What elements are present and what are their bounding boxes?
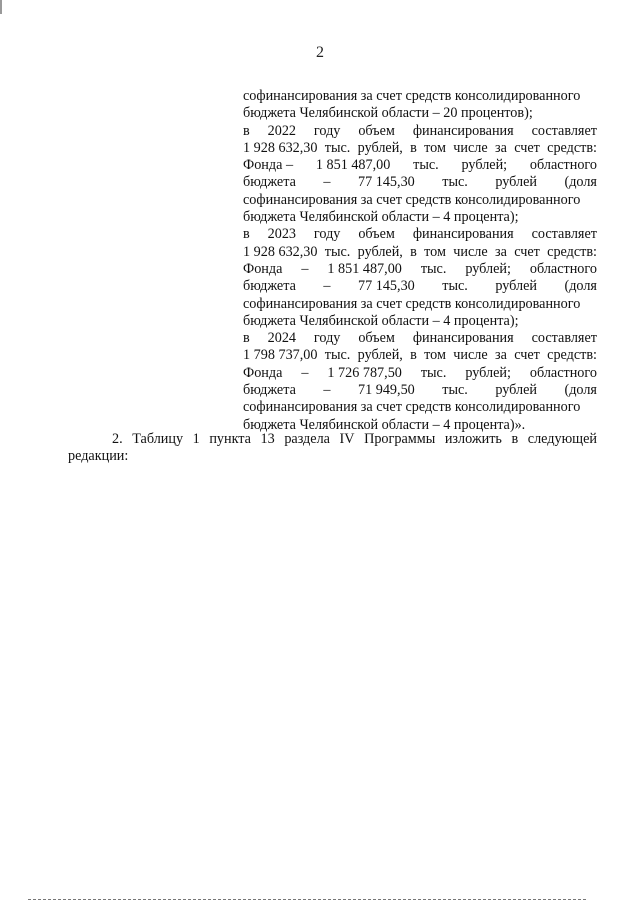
text-line (243, 296, 597, 313)
text-word: 2023 (267, 226, 296, 243)
text-word: 1 928 632,30 (243, 243, 318, 260)
text-line (243, 140, 597, 157)
scan-bottom-edge (28, 899, 588, 900)
text-word: счет (514, 139, 540, 156)
text-line (243, 192, 597, 209)
text-word: в (243, 122, 250, 139)
text-word: в (243, 330, 250, 347)
text-word: за (494, 139, 507, 156)
text-word: составляет (531, 226, 597, 243)
text-word: – (323, 278, 331, 295)
text-line (243, 313, 597, 330)
text-word: пункта (209, 431, 251, 447)
text-word: софинансирования за счет средств консолидированного (243, 88, 581, 104)
text-line (243, 261, 597, 278)
text-word: в (410, 139, 417, 156)
text-word: 1 851 487,00 (327, 260, 402, 277)
text-word: – (301, 260, 309, 277)
text-word: объем (358, 122, 395, 139)
text-word: рублей; (465, 260, 511, 277)
text-word: рублей, (357, 243, 403, 260)
text-line (243, 105, 597, 122)
text-word: бюджета Челябинской области – 4 процента); (243, 312, 519, 329)
text-word: бюджета (243, 278, 296, 295)
text-word: бюджета (243, 382, 296, 399)
text-word: году (313, 226, 341, 243)
text-word: числе (453, 347, 488, 364)
text-word: Программы (364, 431, 436, 447)
text-word: в (511, 431, 519, 447)
text-word: рублей, (357, 139, 403, 156)
text-word: рублей; (461, 157, 508, 174)
text-word: счет (514, 347, 540, 364)
text-word: (доля (564, 174, 597, 191)
text-word: раздела (284, 431, 330, 447)
text-word: 1 (192, 431, 200, 447)
text-word: областного (529, 157, 597, 174)
text-word: (доля (564, 382, 597, 399)
text-line (243, 382, 597, 399)
text-word: 1 851 487,00 (315, 157, 391, 174)
text-word: тыс. (420, 364, 447, 381)
text-word: том (424, 243, 446, 260)
text-line (243, 226, 597, 243)
budget-text-column (243, 88, 597, 434)
page-number: 2 (316, 44, 324, 61)
text-word: средств: (547, 243, 597, 260)
text-word: – (301, 364, 309, 381)
text-word: году (313, 330, 341, 347)
scan-margin-mark (0, 0, 2, 14)
text-word: тыс. (442, 174, 468, 191)
text-word: тыс. (324, 243, 351, 260)
text-word: тыс. (420, 260, 447, 277)
text-word: счет (514, 243, 540, 260)
text-word: составляет (531, 330, 597, 347)
text-line (243, 278, 597, 295)
text-line (243, 88, 597, 105)
text-word: том (424, 139, 446, 156)
text-line (243, 365, 597, 382)
text-word: следующей (527, 431, 597, 447)
text-word: 2022 (267, 122, 296, 139)
text-word: в (410, 243, 417, 260)
text-word: 1 928 632,30 (243, 139, 318, 156)
text-word: 13 (260, 431, 275, 447)
text-word: рублей (495, 174, 537, 191)
text-word: 2024 (267, 330, 296, 347)
text-word: средств: (547, 139, 597, 156)
text-word: (доля (564, 278, 597, 295)
text-word: средств: (547, 347, 597, 364)
text-word: 1 798 737,00 (243, 347, 318, 364)
text-word: тыс. (442, 278, 468, 295)
text-word: софинансирования за счет средств консолидированного (243, 191, 581, 208)
text-word: том (424, 347, 446, 364)
text-word: областного (529, 364, 597, 381)
text-word: числе (453, 243, 488, 260)
text-word: числе (453, 139, 488, 156)
text-line (243, 330, 597, 347)
text-word: – (323, 174, 331, 191)
text-word: финансирования (412, 330, 514, 347)
text-word: бюджета Челябинской области – 4 процента); (243, 209, 519, 226)
text-word: финансирования (412, 226, 514, 243)
text-word: Фонда (243, 260, 283, 277)
text-word: в (243, 226, 250, 243)
text-word: бюджета Челябинской области – 4 процента)». (243, 416, 526, 433)
text-word: 77 145,30 (358, 174, 415, 191)
text-word: году (313, 122, 341, 139)
text-line (243, 347, 597, 364)
text-word: тыс. (442, 382, 468, 399)
text-word: софинансирования за счет средств консолидированного (243, 399, 581, 416)
text-word: финансирования (412, 122, 514, 139)
text-word: бюджета Челябинской области – 20 процентов); (243, 105, 533, 122)
text-word: объем (358, 226, 395, 243)
text-word: 71 949,50 (358, 382, 415, 399)
text-word: тыс. (324, 347, 351, 364)
text-line (243, 157, 597, 174)
text-word: составляет (531, 122, 597, 139)
text-word: областного (529, 260, 597, 277)
text-word: IV (339, 431, 355, 447)
text-word: софинансирования за счет средств консолидированного (243, 295, 581, 312)
text-word: – (323, 382, 331, 399)
text-word: рублей; (465, 364, 511, 381)
text-word: тыс. (324, 139, 351, 156)
text-word: 1 726 787,50 (327, 364, 402, 381)
text-line (243, 123, 597, 140)
text-line (243, 174, 597, 191)
text-word: рублей (495, 278, 537, 295)
item-2-continuation: редакции: (68, 448, 129, 464)
text-word: Таблицу (132, 431, 184, 447)
text-word: Фонда – (243, 157, 294, 174)
text-word: Фонда (243, 364, 283, 381)
text-word: тыс. (413, 157, 439, 174)
text-word: рублей, (357, 347, 403, 364)
text-word: рублей (495, 382, 537, 399)
text-word: 2. (112, 431, 123, 447)
text-word: бюджета (243, 174, 296, 191)
text-word: объем (358, 330, 395, 347)
text-line (243, 399, 597, 416)
text-word: за (494, 243, 507, 260)
text-line (243, 209, 597, 226)
text-word: за (494, 347, 507, 364)
text-word: 77 145,30 (358, 278, 415, 295)
text-line (243, 244, 597, 261)
text-word: изложить (444, 431, 502, 447)
item-2-paragraph (112, 431, 597, 449)
text-word: в (410, 347, 417, 364)
